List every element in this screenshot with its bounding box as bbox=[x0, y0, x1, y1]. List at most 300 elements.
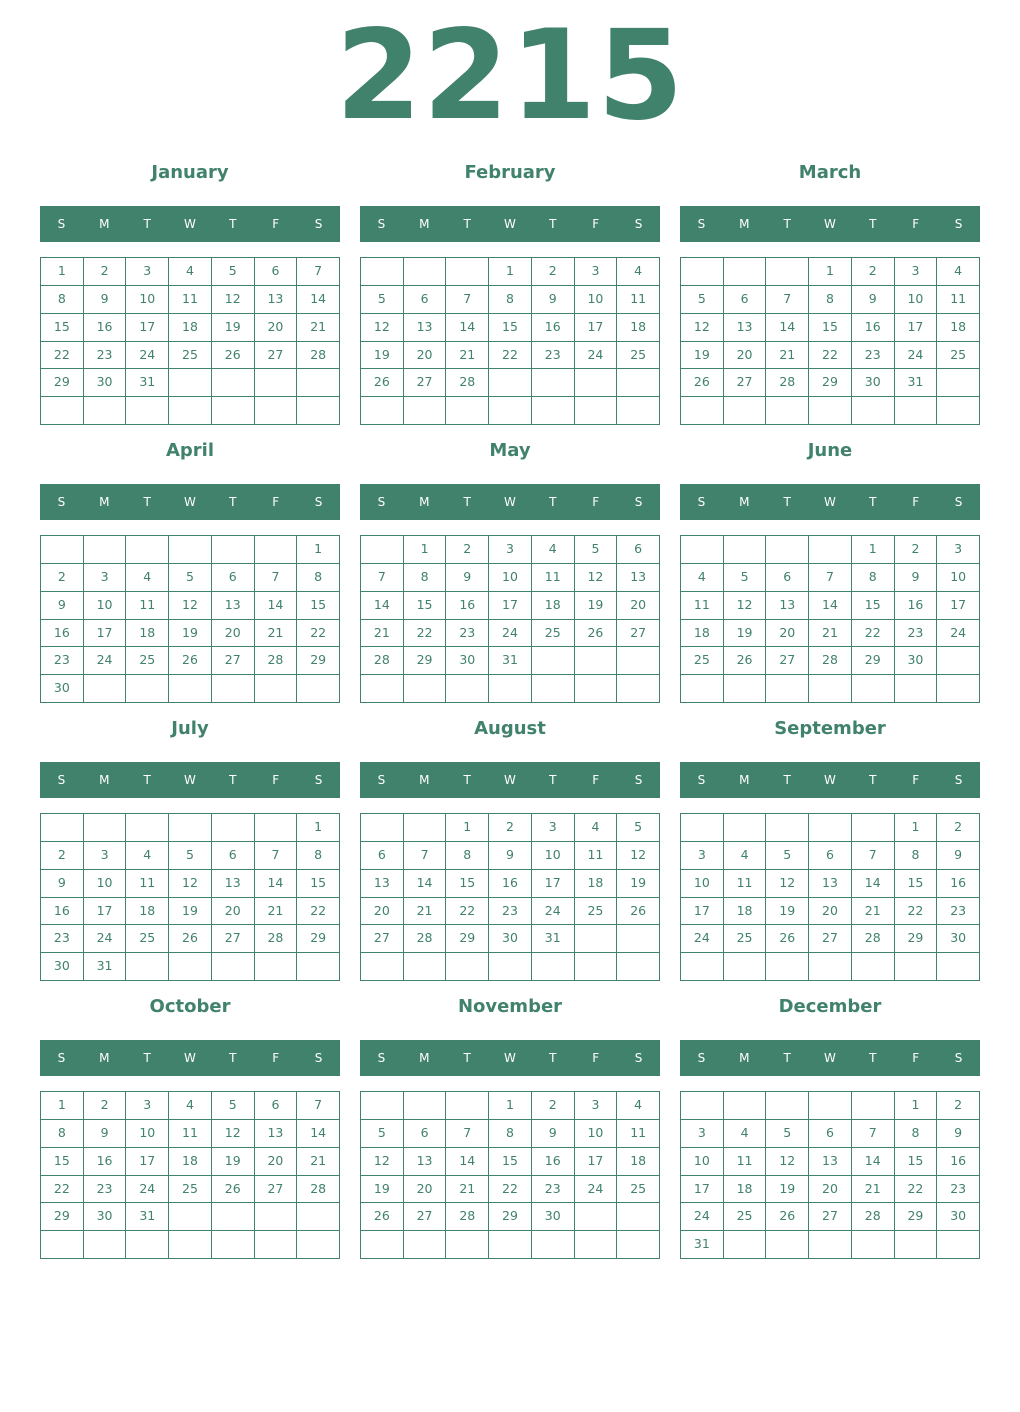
day-cell: 3 bbox=[575, 1092, 618, 1120]
day-cell: 11 bbox=[617, 286, 660, 314]
day-cell: 26 bbox=[766, 925, 809, 953]
day-cell: 28 bbox=[255, 647, 298, 675]
day-cell: 22 bbox=[895, 898, 938, 926]
empty-day-cell bbox=[895, 397, 938, 425]
day-cell: 7 bbox=[404, 842, 447, 870]
day-cell: 16 bbox=[489, 870, 532, 898]
day-cell: 21 bbox=[255, 898, 298, 926]
day-cell: 16 bbox=[41, 898, 84, 926]
day-cell: 3 bbox=[84, 564, 127, 592]
empty-day-cell bbox=[575, 953, 618, 981]
day-cell: 3 bbox=[681, 1120, 724, 1148]
day-cell: 27 bbox=[255, 1176, 298, 1204]
day-cell: 31 bbox=[126, 1203, 169, 1231]
empty-day-cell bbox=[575, 1203, 618, 1231]
day-cell: 29 bbox=[41, 1203, 84, 1231]
day-cell: 30 bbox=[895, 647, 938, 675]
day-cell: 3 bbox=[126, 258, 169, 286]
day-cell: 7 bbox=[852, 842, 895, 870]
day-cell: 2 bbox=[41, 842, 84, 870]
day-cell: 22 bbox=[41, 1176, 84, 1204]
day-cell: 10 bbox=[895, 286, 938, 314]
day-cell: 26 bbox=[361, 369, 404, 397]
day-cell: 5 bbox=[766, 842, 809, 870]
day-cell: 29 bbox=[404, 647, 447, 675]
empty-day-cell bbox=[766, 397, 809, 425]
day-cell: 9 bbox=[41, 870, 84, 898]
weekday-label: W bbox=[184, 495, 196, 509]
empty-day-cell bbox=[169, 814, 212, 842]
weekday-header bbox=[360, 1040, 660, 1076]
day-cell: 24 bbox=[126, 1176, 169, 1204]
day-cell: 22 bbox=[489, 1176, 532, 1204]
day-cell: 28 bbox=[404, 925, 447, 953]
weekday-label: T bbox=[229, 773, 237, 787]
day-cell: 9 bbox=[84, 1120, 127, 1148]
day-cell: 26 bbox=[766, 1203, 809, 1231]
day-cell: 15 bbox=[489, 1148, 532, 1176]
day-cell: 10 bbox=[126, 286, 169, 314]
day-cell: 8 bbox=[446, 842, 489, 870]
day-cell: 14 bbox=[297, 1120, 340, 1148]
day-cell: 9 bbox=[84, 286, 127, 314]
weekday-label: F bbox=[912, 773, 920, 787]
weekday-label: W bbox=[504, 1051, 516, 1065]
day-cell: 8 bbox=[895, 1120, 938, 1148]
weekday-label: S bbox=[314, 1051, 323, 1065]
empty-day-cell bbox=[126, 814, 169, 842]
day-cell: 4 bbox=[532, 536, 575, 564]
day-cell: 27 bbox=[404, 1203, 447, 1231]
day-cell: 24 bbox=[937, 620, 980, 648]
day-cell: 24 bbox=[489, 620, 532, 648]
empty-day-cell bbox=[169, 1231, 212, 1259]
day-cell: 10 bbox=[489, 564, 532, 592]
day-cell: 23 bbox=[895, 620, 938, 648]
day-cell: 17 bbox=[84, 898, 127, 926]
day-cell: 14 bbox=[809, 592, 852, 620]
day-cell: 30 bbox=[446, 647, 489, 675]
day-cell: 27 bbox=[255, 342, 298, 370]
empty-day-cell bbox=[895, 1231, 938, 1259]
day-cell: 1 bbox=[446, 814, 489, 842]
weekday-label: T bbox=[783, 217, 791, 231]
day-cell: 25 bbox=[532, 620, 575, 648]
day-cell: 15 bbox=[895, 1148, 938, 1176]
month-august bbox=[360, 712, 660, 981]
weekday-label: W bbox=[824, 1051, 836, 1065]
day-cell: 22 bbox=[404, 620, 447, 648]
day-cell: 13 bbox=[766, 592, 809, 620]
weekday-header bbox=[360, 762, 660, 798]
month-april bbox=[40, 434, 340, 703]
empty-day-cell bbox=[84, 675, 127, 703]
month-name: July bbox=[171, 718, 209, 739]
day-cell: 2 bbox=[84, 258, 127, 286]
day-cell: 18 bbox=[681, 620, 724, 648]
day-cell: 29 bbox=[446, 925, 489, 953]
day-cell: 14 bbox=[446, 1148, 489, 1176]
day-cell: 23 bbox=[937, 1176, 980, 1204]
days-grid bbox=[40, 813, 340, 981]
day-cell: 27 bbox=[404, 369, 447, 397]
day-cell: 24 bbox=[575, 342, 618, 370]
empty-day-cell bbox=[852, 1092, 895, 1120]
day-cell: 12 bbox=[212, 1120, 255, 1148]
day-cell: 13 bbox=[212, 592, 255, 620]
day-cell: 6 bbox=[255, 258, 298, 286]
day-cell: 23 bbox=[84, 342, 127, 370]
day-cell: 25 bbox=[126, 925, 169, 953]
day-cell: 4 bbox=[169, 1092, 212, 1120]
day-cell: 9 bbox=[41, 592, 84, 620]
day-cell: 12 bbox=[766, 1148, 809, 1176]
weekday-header bbox=[40, 762, 340, 798]
day-cell: 29 bbox=[489, 1203, 532, 1231]
weekday-label: T bbox=[463, 495, 471, 509]
weekday-label: M bbox=[739, 773, 750, 787]
day-cell: 19 bbox=[212, 1148, 255, 1176]
empty-day-cell bbox=[766, 953, 809, 981]
day-cell: 30 bbox=[84, 1203, 127, 1231]
empty-day-cell bbox=[724, 397, 767, 425]
weekday-label: S bbox=[377, 773, 386, 787]
day-cell: 4 bbox=[937, 258, 980, 286]
empty-day-cell bbox=[361, 675, 404, 703]
day-cell: 4 bbox=[126, 842, 169, 870]
day-cell: 22 bbox=[41, 342, 84, 370]
empty-day-cell bbox=[489, 397, 532, 425]
empty-day-cell bbox=[404, 814, 447, 842]
empty-day-cell bbox=[446, 1092, 489, 1120]
month-may bbox=[360, 434, 660, 703]
empty-day-cell bbox=[169, 953, 212, 981]
day-cell: 24 bbox=[84, 925, 127, 953]
day-cell: 1 bbox=[852, 536, 895, 564]
weekday-label: S bbox=[57, 495, 66, 509]
empty-day-cell bbox=[404, 258, 447, 286]
empty-day-cell bbox=[937, 675, 980, 703]
weekday-label: T bbox=[143, 217, 151, 231]
day-cell: 19 bbox=[681, 342, 724, 370]
empty-day-cell bbox=[766, 675, 809, 703]
month-name: December bbox=[778, 996, 882, 1017]
weekday-label: T bbox=[229, 217, 237, 231]
day-cell: 16 bbox=[84, 314, 127, 342]
weekday-label: S bbox=[697, 495, 706, 509]
day-cell: 15 bbox=[297, 592, 340, 620]
month-name: April bbox=[165, 440, 215, 461]
day-cell: 8 bbox=[895, 842, 938, 870]
day-cell: 22 bbox=[895, 1176, 938, 1204]
empty-day-cell bbox=[937, 397, 980, 425]
empty-day-cell bbox=[446, 397, 489, 425]
day-cell: 20 bbox=[617, 592, 660, 620]
day-cell: 14 bbox=[766, 314, 809, 342]
day-cell: 14 bbox=[446, 314, 489, 342]
day-cell: 20 bbox=[255, 314, 298, 342]
day-cell: 5 bbox=[212, 1092, 255, 1120]
day-cell: 17 bbox=[575, 1148, 618, 1176]
day-cell: 19 bbox=[212, 314, 255, 342]
day-cell: 10 bbox=[575, 286, 618, 314]
weekday-label: F bbox=[272, 495, 280, 509]
day-cell: 23 bbox=[852, 342, 895, 370]
weekday-label: T bbox=[143, 773, 151, 787]
empty-day-cell bbox=[404, 675, 447, 703]
day-cell: 18 bbox=[724, 1176, 767, 1204]
day-cell: 6 bbox=[617, 536, 660, 564]
day-cell: 26 bbox=[169, 925, 212, 953]
day-cell: 15 bbox=[895, 870, 938, 898]
empty-day-cell bbox=[766, 1092, 809, 1120]
empty-day-cell bbox=[575, 397, 618, 425]
empty-day-cell bbox=[617, 1231, 660, 1259]
day-cell: 17 bbox=[126, 1148, 169, 1176]
day-cell: 21 bbox=[297, 314, 340, 342]
empty-day-cell bbox=[255, 814, 298, 842]
day-cell: 18 bbox=[169, 314, 212, 342]
day-cell: 2 bbox=[84, 1092, 127, 1120]
day-cell: 16 bbox=[41, 620, 84, 648]
empty-day-cell bbox=[212, 397, 255, 425]
day-cell: 9 bbox=[532, 1120, 575, 1148]
weekday-label: W bbox=[184, 1051, 196, 1065]
day-cell: 6 bbox=[404, 286, 447, 314]
day-cell: 25 bbox=[575, 898, 618, 926]
day-cell: 13 bbox=[255, 1120, 298, 1148]
empty-day-cell bbox=[41, 536, 84, 564]
empty-day-cell bbox=[937, 369, 980, 397]
empty-day-cell bbox=[361, 397, 404, 425]
empty-day-cell bbox=[297, 1203, 340, 1231]
day-cell: 20 bbox=[766, 620, 809, 648]
month-july bbox=[40, 712, 340, 981]
day-cell: 24 bbox=[895, 342, 938, 370]
day-cell: 22 bbox=[809, 342, 852, 370]
day-cell: 21 bbox=[766, 342, 809, 370]
day-cell: 19 bbox=[169, 620, 212, 648]
empty-day-cell bbox=[297, 675, 340, 703]
empty-day-cell bbox=[126, 953, 169, 981]
day-cell: 6 bbox=[809, 842, 852, 870]
day-cell: 17 bbox=[575, 314, 618, 342]
days-grid bbox=[360, 257, 660, 425]
day-cell: 20 bbox=[212, 620, 255, 648]
day-cell: 27 bbox=[766, 647, 809, 675]
weekday-label: S bbox=[634, 1051, 643, 1065]
empty-day-cell bbox=[361, 814, 404, 842]
day-cell: 12 bbox=[724, 592, 767, 620]
day-cell: 4 bbox=[617, 258, 660, 286]
day-cell: 23 bbox=[41, 647, 84, 675]
empty-day-cell bbox=[681, 814, 724, 842]
empty-day-cell bbox=[41, 397, 84, 425]
day-cell: 30 bbox=[852, 369, 895, 397]
empty-day-cell bbox=[724, 814, 767, 842]
day-cell: 6 bbox=[766, 564, 809, 592]
day-cell: 13 bbox=[361, 870, 404, 898]
empty-day-cell bbox=[681, 1092, 724, 1120]
weekday-label: S bbox=[57, 773, 66, 787]
day-cell: 29 bbox=[41, 369, 84, 397]
day-cell: 1 bbox=[895, 1092, 938, 1120]
day-cell: 3 bbox=[575, 258, 618, 286]
day-cell: 19 bbox=[766, 1176, 809, 1204]
day-cell: 25 bbox=[681, 647, 724, 675]
empty-day-cell bbox=[532, 675, 575, 703]
empty-day-cell bbox=[937, 953, 980, 981]
day-cell: 12 bbox=[169, 592, 212, 620]
day-cell: 6 bbox=[212, 842, 255, 870]
weekday-label: M bbox=[99, 1051, 110, 1065]
day-cell: 12 bbox=[361, 1148, 404, 1176]
day-cell: 25 bbox=[937, 342, 980, 370]
weekday-label: T bbox=[869, 495, 877, 509]
empty-day-cell bbox=[766, 814, 809, 842]
weekday-label: S bbox=[697, 773, 706, 787]
year-title: 2215 bbox=[335, 4, 685, 148]
empty-day-cell bbox=[489, 1231, 532, 1259]
day-cell: 12 bbox=[766, 870, 809, 898]
day-cell: 8 bbox=[489, 286, 532, 314]
day-cell: 13 bbox=[212, 870, 255, 898]
day-cell: 24 bbox=[84, 647, 127, 675]
day-cell: 7 bbox=[446, 1120, 489, 1148]
day-cell: 27 bbox=[809, 925, 852, 953]
empty-day-cell bbox=[532, 397, 575, 425]
empty-day-cell bbox=[404, 1231, 447, 1259]
day-cell: 2 bbox=[532, 258, 575, 286]
weekday-label: M bbox=[99, 773, 110, 787]
empty-day-cell bbox=[404, 953, 447, 981]
empty-day-cell bbox=[169, 369, 212, 397]
weekday-label: T bbox=[869, 1051, 877, 1065]
day-cell: 30 bbox=[84, 369, 127, 397]
day-cell: 27 bbox=[617, 620, 660, 648]
empty-day-cell bbox=[212, 953, 255, 981]
empty-day-cell bbox=[724, 1092, 767, 1120]
day-cell: 17 bbox=[489, 592, 532, 620]
day-cell: 16 bbox=[937, 870, 980, 898]
weekday-label: S bbox=[377, 1051, 386, 1065]
day-cell: 30 bbox=[41, 953, 84, 981]
weekday-label: F bbox=[912, 217, 920, 231]
empty-day-cell bbox=[937, 1231, 980, 1259]
day-cell: 11 bbox=[724, 1148, 767, 1176]
weekday-label: W bbox=[504, 495, 516, 509]
day-cell: 15 bbox=[489, 314, 532, 342]
day-cell: 23 bbox=[41, 925, 84, 953]
empty-day-cell bbox=[361, 536, 404, 564]
weekday-label: F bbox=[592, 1051, 600, 1065]
day-cell: 9 bbox=[532, 286, 575, 314]
day-cell: 11 bbox=[937, 286, 980, 314]
day-cell: 18 bbox=[575, 870, 618, 898]
empty-day-cell bbox=[895, 953, 938, 981]
empty-day-cell bbox=[361, 1092, 404, 1120]
day-cell: 30 bbox=[937, 1203, 980, 1231]
day-cell: 9 bbox=[489, 842, 532, 870]
empty-day-cell bbox=[255, 397, 298, 425]
day-cell: 10 bbox=[575, 1120, 618, 1148]
day-cell: 13 bbox=[809, 1148, 852, 1176]
day-cell: 7 bbox=[255, 564, 298, 592]
day-cell: 19 bbox=[575, 592, 618, 620]
month-name: February bbox=[464, 162, 556, 183]
day-cell: 9 bbox=[446, 564, 489, 592]
day-cell: 8 bbox=[852, 564, 895, 592]
day-cell: 18 bbox=[126, 620, 169, 648]
day-cell: 28 bbox=[255, 925, 298, 953]
day-cell: 28 bbox=[852, 1203, 895, 1231]
empty-day-cell bbox=[575, 647, 618, 675]
day-cell: 18 bbox=[532, 592, 575, 620]
day-cell: 28 bbox=[446, 369, 489, 397]
empty-day-cell bbox=[809, 814, 852, 842]
day-cell: 1 bbox=[404, 536, 447, 564]
day-cell: 30 bbox=[532, 1203, 575, 1231]
empty-day-cell bbox=[297, 1231, 340, 1259]
day-cell: 19 bbox=[766, 898, 809, 926]
day-cell: 3 bbox=[84, 842, 127, 870]
weekday-label: W bbox=[824, 217, 836, 231]
day-cell: 3 bbox=[126, 1092, 169, 1120]
day-cell: 25 bbox=[724, 1203, 767, 1231]
weekday-label: S bbox=[377, 495, 386, 509]
day-cell: 20 bbox=[212, 898, 255, 926]
weekday-header bbox=[40, 1040, 340, 1076]
empty-day-cell bbox=[212, 536, 255, 564]
day-cell: 4 bbox=[724, 1120, 767, 1148]
day-cell: 19 bbox=[617, 870, 660, 898]
weekday-label: T bbox=[783, 495, 791, 509]
day-cell: 27 bbox=[809, 1203, 852, 1231]
empty-day-cell bbox=[255, 675, 298, 703]
day-cell: 31 bbox=[489, 647, 532, 675]
days-grid bbox=[360, 535, 660, 703]
day-cell: 17 bbox=[681, 1176, 724, 1204]
day-cell: 13 bbox=[809, 870, 852, 898]
day-cell: 26 bbox=[575, 620, 618, 648]
empty-day-cell bbox=[212, 814, 255, 842]
day-cell: 10 bbox=[84, 870, 127, 898]
day-cell: 25 bbox=[724, 925, 767, 953]
day-cell: 7 bbox=[255, 842, 298, 870]
day-cell: 9 bbox=[895, 564, 938, 592]
day-cell: 25 bbox=[126, 647, 169, 675]
day-cell: 23 bbox=[532, 1176, 575, 1204]
weekday-label: S bbox=[697, 1051, 706, 1065]
day-cell: 17 bbox=[681, 898, 724, 926]
empty-day-cell bbox=[212, 1231, 255, 1259]
day-cell: 5 bbox=[169, 564, 212, 592]
empty-day-cell bbox=[724, 675, 767, 703]
day-cell: 15 bbox=[41, 1148, 84, 1176]
day-cell: 28 bbox=[446, 1203, 489, 1231]
day-cell: 24 bbox=[681, 925, 724, 953]
day-cell: 5 bbox=[766, 1120, 809, 1148]
empty-day-cell bbox=[361, 953, 404, 981]
empty-day-cell bbox=[255, 1231, 298, 1259]
day-cell: 29 bbox=[297, 925, 340, 953]
empty-day-cell bbox=[41, 1231, 84, 1259]
day-cell: 27 bbox=[212, 647, 255, 675]
day-cell: 24 bbox=[532, 898, 575, 926]
empty-day-cell bbox=[766, 258, 809, 286]
empty-day-cell bbox=[255, 536, 298, 564]
weekday-label: T bbox=[549, 773, 557, 787]
